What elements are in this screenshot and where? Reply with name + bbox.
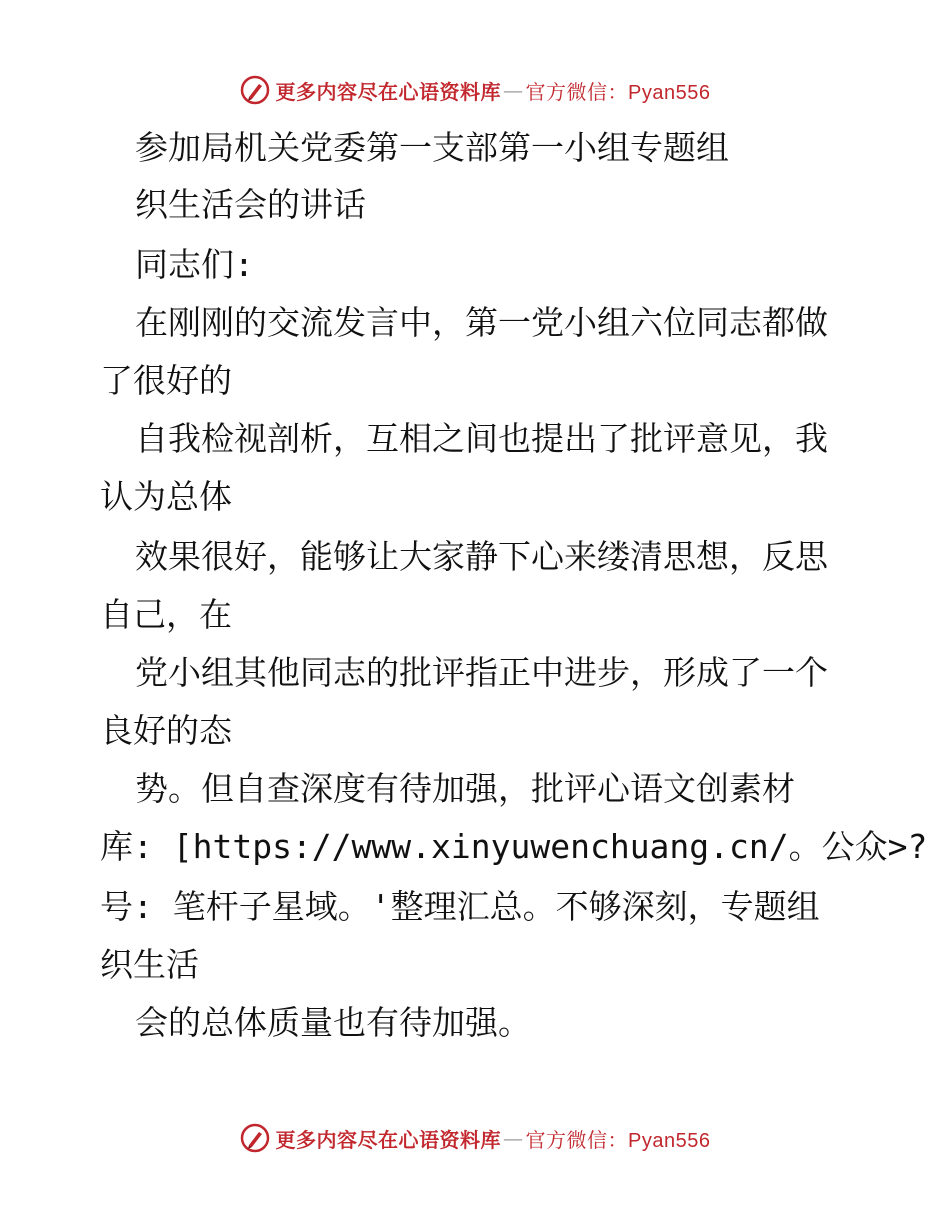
text-line: 认为总体 (100, 477, 232, 516)
text-line: 会的总体质量也有待加强。 (135, 1003, 531, 1042)
text-line: 同志们: (135, 245, 254, 284)
pen-logo-icon (240, 1123, 270, 1153)
watermark-separator: — (503, 78, 524, 102)
text-line: 良好的态 (100, 711, 232, 750)
watermark-main-text: 更多内容尽在心语资料库 (275, 1127, 502, 1152)
text-line: 自我检视剖析，互相之间也提出了批评意见，我 (135, 419, 828, 458)
text-line: 织生活 (100, 945, 199, 984)
watermark-separator: — (503, 1126, 524, 1150)
text-line: 参加局机关党委第一支部第一小组专题组 (135, 128, 729, 167)
text-line: 效果很好，能够让大家静下心来缕清思想，反思 (135, 537, 828, 576)
watermark-banner-top (0, 70, 950, 110)
text-line: 织生活会的讲话 (135, 185, 366, 224)
watermark-banner-bottom (0, 1118, 950, 1158)
watermark-wechat-text: 官方微信：Pyan556 (525, 1129, 711, 1152)
watermark-wechat-text: 官方微信：Pyan556 (525, 81, 711, 104)
text-line: 号: 笔杆子星域。'整理汇总。不够深刻，专题组 (100, 887, 820, 926)
text-line: 势。但自查深度有待加强，批评心语文创素材 (135, 769, 795, 808)
text-line: 库: [https://www.xinyuwenchuang.cn/。公众>? (100, 827, 928, 866)
text-line: 党小组其他同志的批评指正中进步，形成了一个 (135, 653, 828, 692)
text-line: 了很好的 (100, 361, 232, 400)
text-line: 自己，在 (100, 595, 232, 634)
watermark-main-text: 更多内容尽在心语资料库 (275, 79, 502, 104)
text-line: 在刚刚的交流发言中，第一党小组六位同志都做 (135, 303, 828, 342)
pen-logo-icon (240, 75, 270, 105)
